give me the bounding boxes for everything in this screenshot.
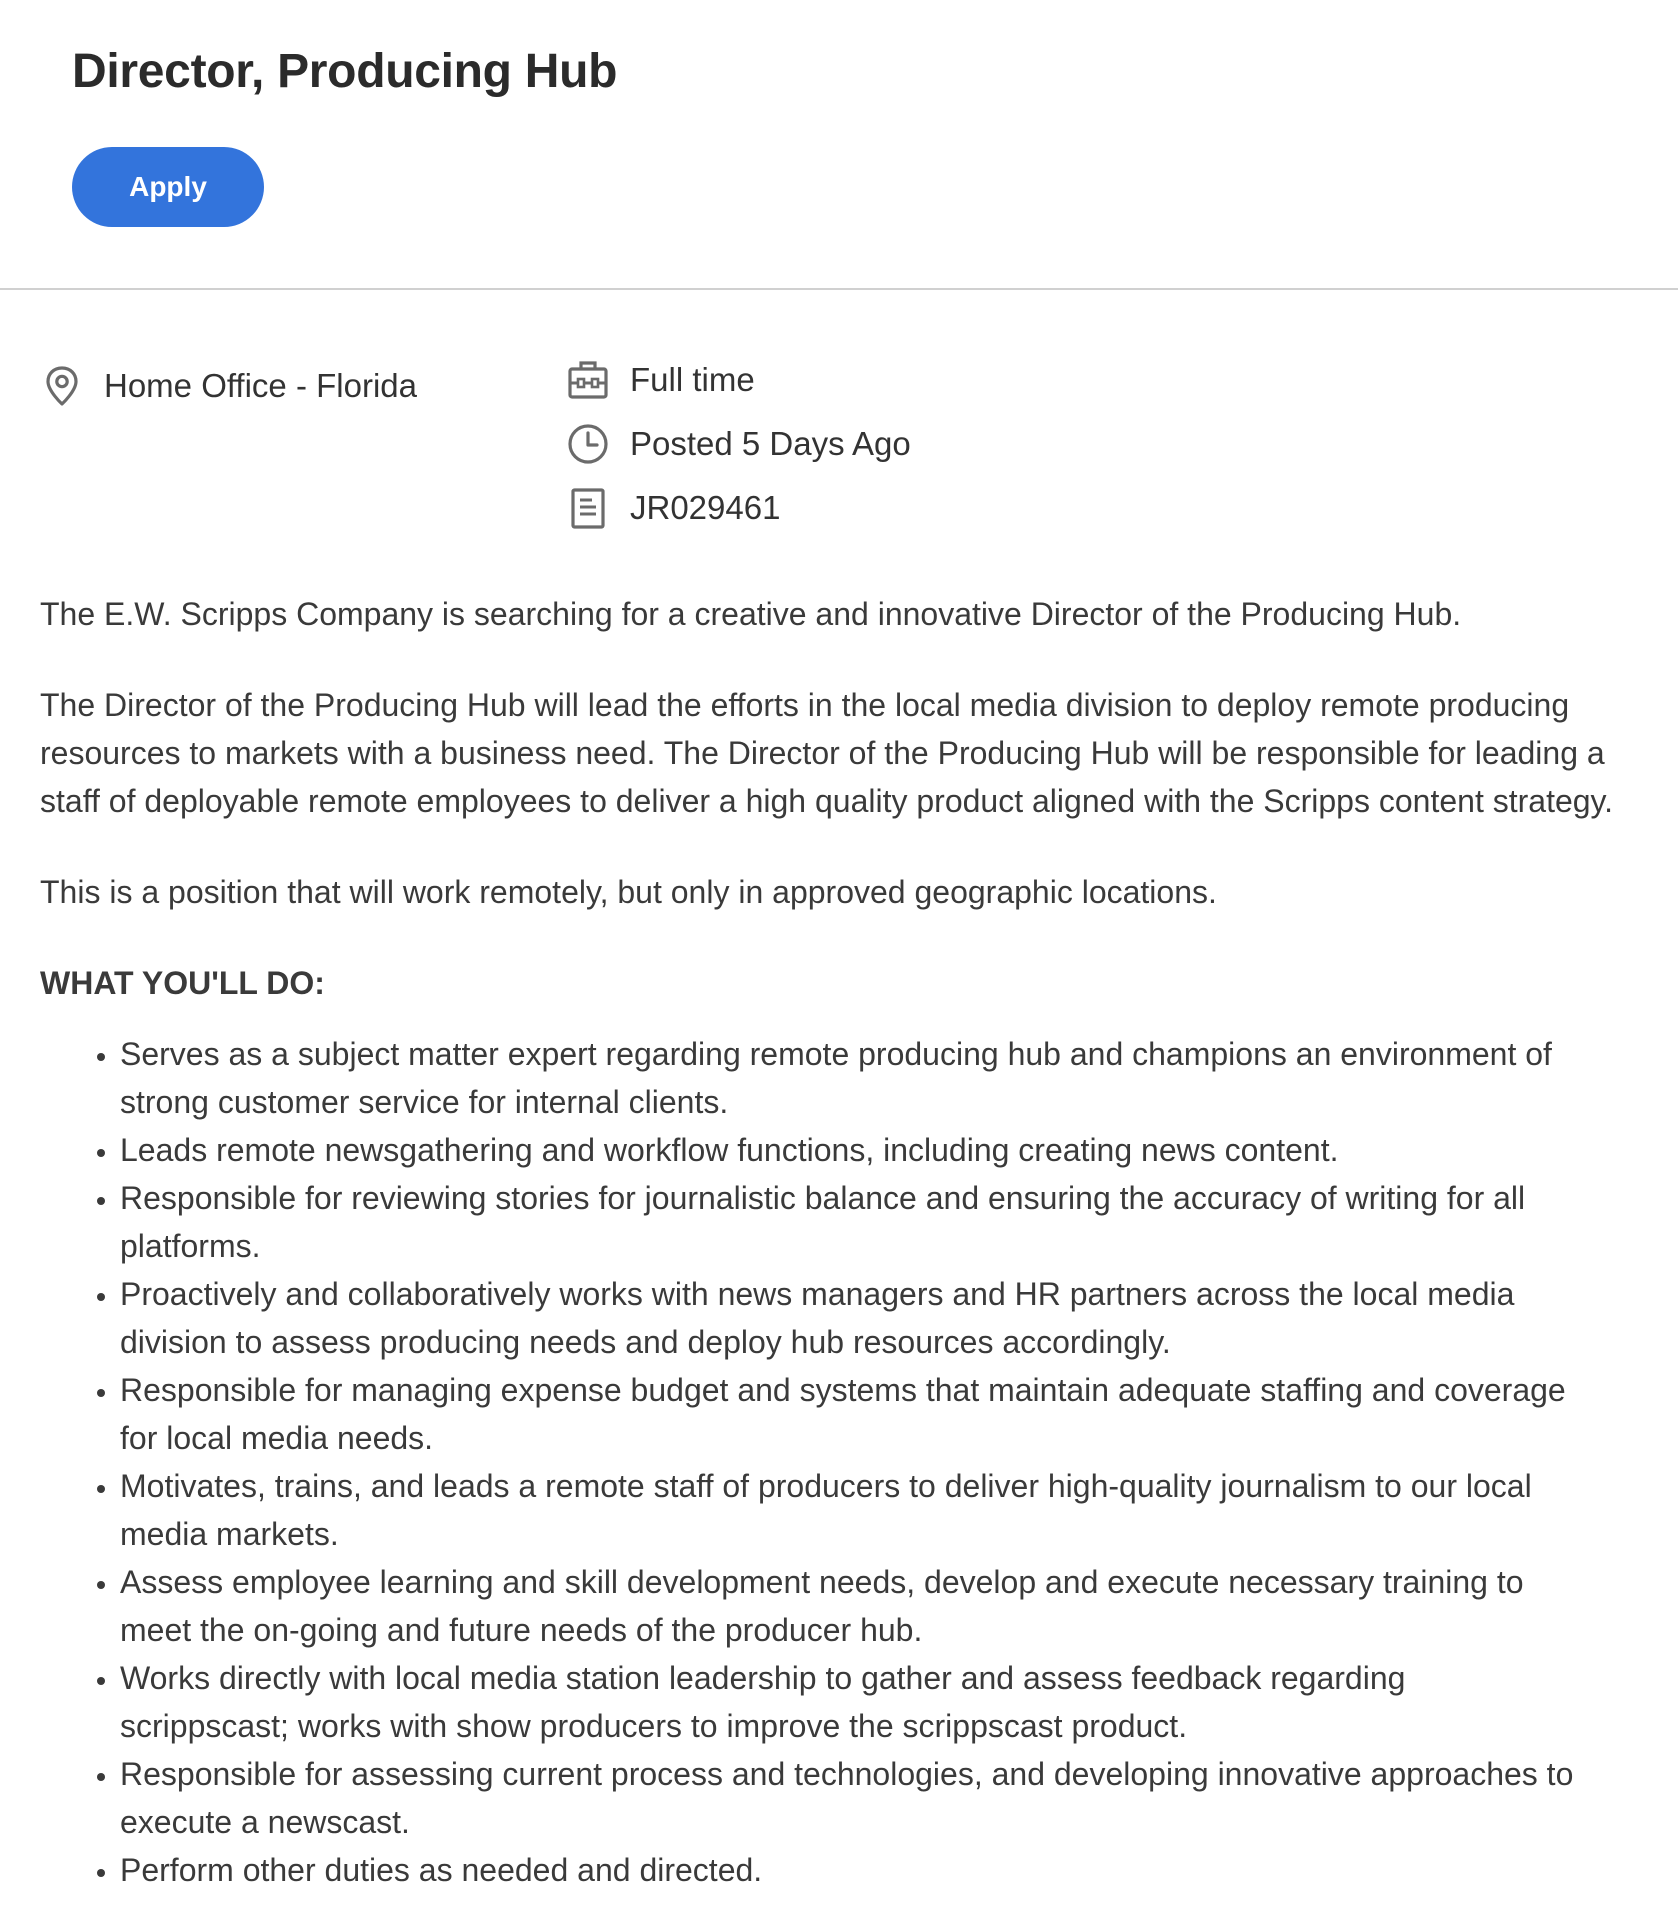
time-type-text: Full time	[630, 361, 755, 398]
duty-item: • Motivates, trains, and leads a remote staff of producers to deliver high-quality journalism to our local media markets.	[120, 1462, 1640, 1558]
location-pin-icon	[40, 364, 84, 408]
duty-item: • Responsible for managing expense budget and systems that maintain adequate staffing and coverage for local media needs.	[120, 1366, 1640, 1462]
duty-item: • Responsible for reviewing stories for journalistic balance and ensuring the accuracy of writing for all platforms.	[120, 1174, 1640, 1270]
description-paragraph: This is a position that will work remotely, but only in approved geographic locations.	[40, 874, 1217, 910]
apply-button[interactable]: Apply	[72, 147, 264, 227]
duties-list	[40, 1030, 1640, 1894]
job-title: Director, Producing Hub	[72, 45, 618, 98]
job-description	[40, 590, 1640, 1894]
job-requisition-id	[566, 484, 780, 532]
description-paragraph: The Director of the Producing Hub will lead the efforts in the local media division to deploy remote producing resources to markets with a business need. The Director of the Producing Hub will be responsible for leading a staff of deployable remote employees to deliver a high quality product aligned with the Scripps content strategy.	[40, 687, 1614, 819]
duties-heading: WHAT YOU'LL DO:	[40, 965, 325, 1001]
duty-item: • Leads remote newsgathering and workflow functions, including creating news content.	[120, 1126, 1640, 1174]
job-location	[40, 362, 417, 410]
duty-item: • Proactively and collaboratively works with news managers and HR partners across the local media division to assess producing needs and deploy hub resources accordingly.	[120, 1270, 1640, 1366]
location-text: Home Office - Florida	[104, 367, 417, 404]
posted-text: Posted 5 Days Ago	[630, 425, 911, 462]
duty-item: • Perform other duties as needed and directed.	[120, 1846, 1640, 1894]
document-icon	[566, 486, 610, 530]
requisition-text: JR029461	[630, 489, 781, 526]
clock-icon	[566, 422, 610, 466]
duty-item: • Responsible for assessing current process and technologies, and developing innovative approaches to execute a newscast.	[120, 1750, 1640, 1846]
job-header	[0, 0, 1678, 290]
job-posted-date	[566, 420, 911, 468]
duty-item: • Serves as a subject matter expert regarding remote producing hub and champions an environment of strong customer service for internal clients.	[120, 1030, 1640, 1126]
job-time-type	[566, 356, 755, 404]
duty-item: • Works directly with local media station leadership to gather and assess feedback regarding scrippscast; works with show producers to improve the scrippscast product.	[120, 1654, 1640, 1750]
duty-item: • Assess employee learning and skill development needs, develop and execute necessary training to meet the on-going and future needs of the producer hub.	[120, 1558, 1640, 1654]
briefcase-icon	[566, 358, 610, 402]
description-paragraph: The E.W. Scripps Company is searching for a creative and innovative Director of the Producing Hub.	[40, 596, 1462, 632]
